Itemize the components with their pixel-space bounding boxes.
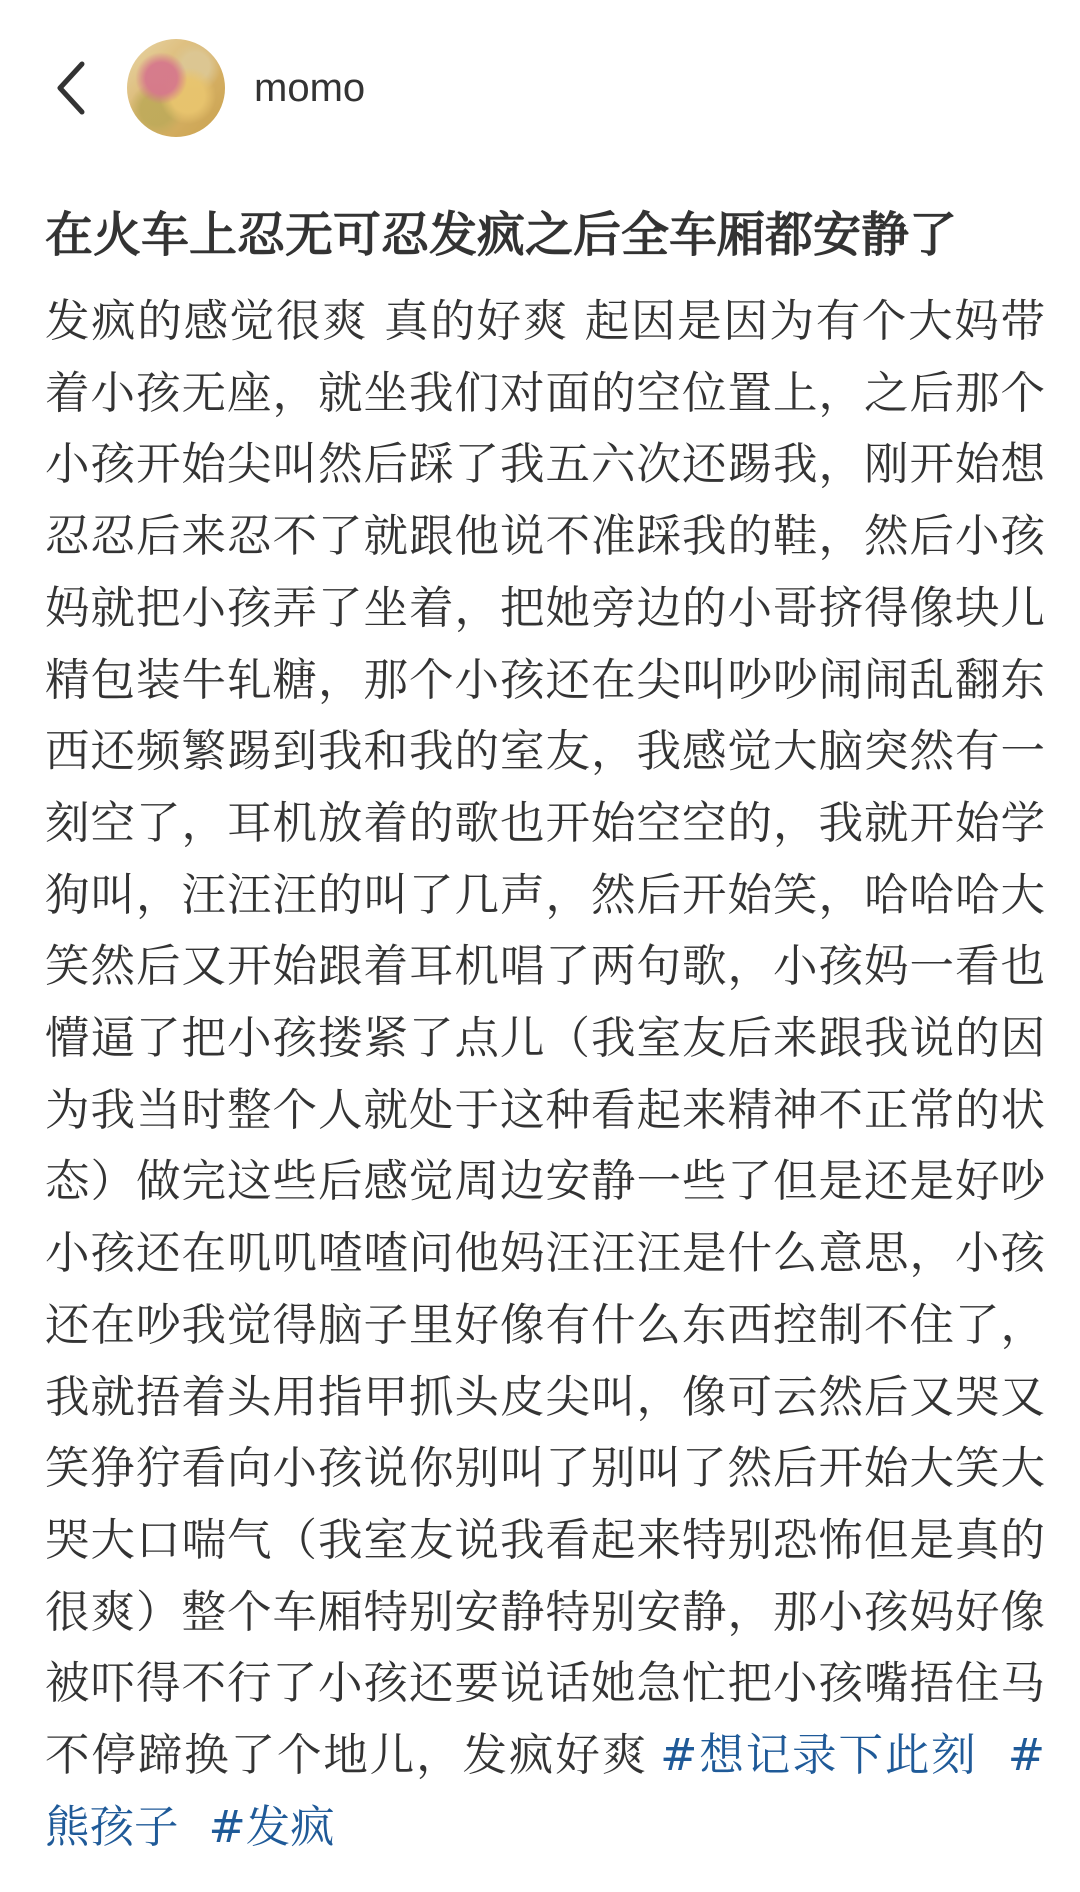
hashtag-link[interactable]: #发疯: [208, 1801, 335, 1853]
back-button[interactable]: [40, 50, 100, 126]
hashtag-link[interactable]: #想记录下此刻: [660, 1730, 978, 1782]
post-title: 在火车上忍无可忍发疯之后全车厢都安静了: [45, 207, 958, 263]
post-body: [45, 286, 1045, 1863]
post-body-text: 发疯的感觉很爽 真的好爽 起因是因为有个大妈带着小孩无座，就坐我们对面的空位置上，之后那个小孩开始尖叫然后踩了我五六次还踢我，刚开始想忍忍后来忍不了就跟他说不准踩我的鞋，然后小孩妈就把小孩弄了坐着，把她旁边的小哥挤得像块儿精包装牛轧糖，那个小孩还在尖叫吵吵闹闹乱翻东西还频繁踢到我和我的室友，我感觉大脑突然有一刻空了，耳机放着的歌也开始空空的，我就开始学狗叫，汪汪汪的叫了几声，然后开始笑，哈哈哈大笑然后又开始跟着耳机唱了两句歌，小孩妈一看也懵逼了把小孩搂紧了点儿（我室友后来跟我说的因为我当时整个人就处于这种看起来精神不正常的状态）做完这些后感觉周边安静一些了但是还是好吵小孩还在叽叽喳喳问他妈汪汪汪是什么意思，小孩还在吵我觉得脑子里好像有什么东西控制不住了，我就捂着头用指甲抓头皮尖叫，像可云然后又哭又笑狰狞看向小孩说你别叫了别叫了然后开始大笑大哭大口喘气（我室友说我看起来特别恐怖但是真的很爽）整个车厢特别安静特别安静，那小孩妈好像被吓得不行了小孩还要说话她急忙把小孩嘴捂住马不停蹄换了个地儿，发疯好爽: [45, 296, 1045, 1782]
chevron-left-icon: [52, 58, 88, 118]
hashtag-link[interactable]: #熊孩子: [45, 1730, 1045, 1853]
avatar[interactable]: [127, 39, 225, 137]
username[interactable]: momo: [254, 66, 366, 110]
post-header: [0, 0, 1080, 180]
